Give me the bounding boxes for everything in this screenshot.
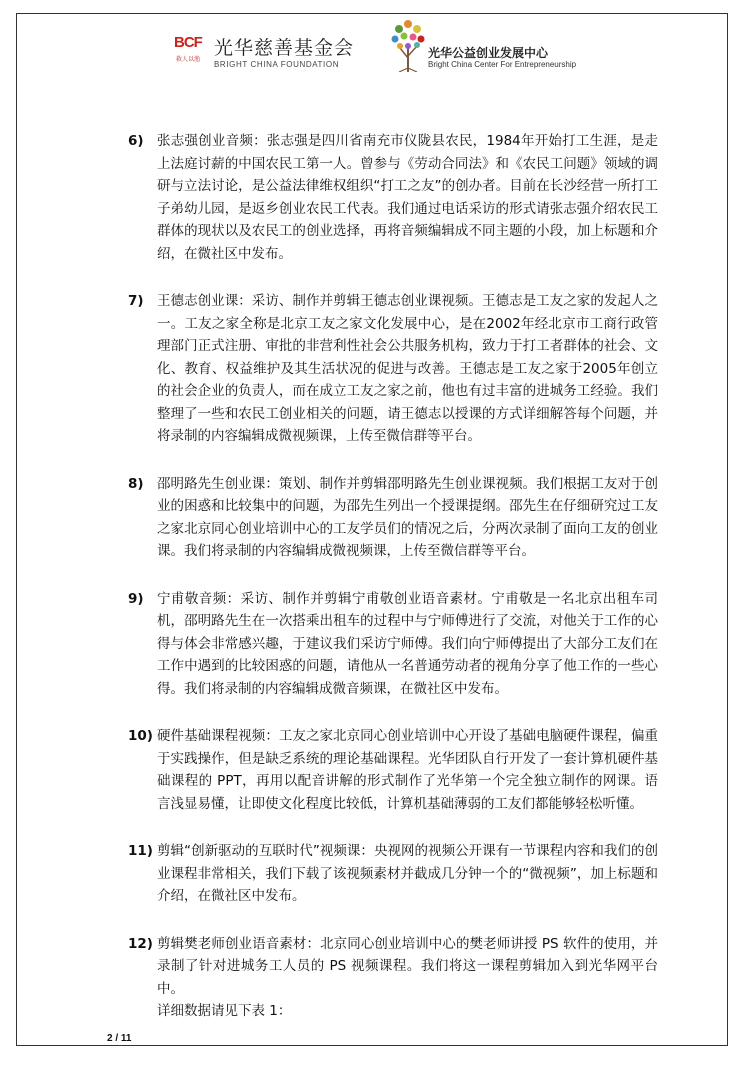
item-text: 邵明路先生创业课：策划、制作并剪辑邵明路先生创业课视频。我们根据工友对于创业的困惑和比较集中的问题，为邵先生列出一个授课提纲。邵先生在仔细研究过工友之家北京同心创业培训中心的工友学员们的情况之后，分两次录制了面向工友的创业课。我们将录制的内容编辑成微视频课，上传至微信群等平台。 [157,475,658,559]
item-number: 12) [128,935,153,952]
center-name-en: Bright China Center For Entrepreneurship [428,60,577,69]
list-item [128,290,658,448]
list-item [128,725,658,815]
item-text: 剪辑樊老师创业语音素材：北京同心创业培训中心的樊老师讲授 PS 软件的使用，并录制了针对进城务工人员的 PS 视频课程。我们将这一课程剪辑加入到光华网平台中。 [157,935,658,997]
item-number: 6) [128,133,144,149]
item-number: 11) [128,843,153,859]
list-item [128,588,658,701]
item-number: 8) [128,475,144,492]
list-item [128,473,658,563]
table-reference-note: 详细数据请见下表 1： [157,1003,292,1019]
page-number: 2 / 11 [107,1033,132,1044]
item-text: 王德志创业课：采访、制作并剪辑王德志创业课视频。王德志是工友之家的发起人之一。工友之家全称是北京工友之家文化发展中心，是在2002年经北京市工商行政管理部门正式注册、审批的非营利性社会公共服务机构，致力于打工者群体的社会、文化、教育、权益维护及其生活状况的促进与改善。王德志是工友之家于2005年创立的社会企业的负责人，而在成立工友之家之前，他也有过丰富的进城务工经验。我们整理了一些和农民工创业相关的问题，请王德志以授课的方式详细解答每个问题，并将录制的内容编辑成微视频课，上传至微信群等平台。 [157,293,658,444]
bright-china-foundation-logo [172,30,357,76]
item-number: 7) [128,293,144,309]
list-item [128,840,658,908]
item-text: 硬件基础课程视频：工友之家北京同心创业培训中心开设了基础电脑硬件课程，偏重于实践操作，但是缺乏系统的理论基础课程。光华团队自行开发了一套计算机硬件基础课程的 PPT，再用以配音讲解的形式制作了光华第一个完全独立制作的网课。语言浅显易懂，让即使文化程度比较低，计算机基础薄弱的工友们都能够轻松听懂。 [157,728,658,812]
foundation-name-en: BRIGHT CHINA FOUNDATION [214,60,340,69]
item-text: 剪辑“创新驱动的互联时代”视频课：央视网的视频公开课有一节课程内容和我们的创业课程非常相关，我们下载了该视频素材并截成几分钟一个的“微视频”，加上标题和介绍，在微社区中发布。 [157,843,658,904]
item-number: 10) [128,728,153,744]
item-number: 9) [128,590,144,607]
item-text: 张志强创业音频：张志强是四川省南充市仪陇县农民，1984年开始打工生涯，是走上法庭讨薪的中国农民工第一人。曾参与《劳动合同法》和《农民工问题》领域的调研与立法讨论，是公益法律维权组织“打工之友”的创办者。目前在长沙经营一所打工子弟幼儿园，是返乡创业农民工代表。我们通过电话采访的形式请张志强介绍农民工群体的现状以及农民工的创业选择，再将音频编辑成不同主题的小段，加上标题和介绍，在微社区中发布。 [157,133,658,262]
bcf-logo-mark: BCF [174,34,202,51]
tree-icon [390,18,426,72]
bcf-logo-icon [172,30,212,70]
bcf-logo-mark-sub: 救人以渔 [176,56,201,63]
item-text: 宁甫敬音频：采访、制作并剪辑宁甫敬创业语音素材。宁甫敬是一名北京出租车司机，邵明路先生在一次搭乘出租车的过程中与宁师傅进行了交流，对他关于工作的心得与体会非常感兴趣，于建议我们采访宁师傅。我们向宁师傅提出了大部分工友们在工作中遇到的比较困惑的问题，请他从一名普通劳动者的视角分享了他工作的一些心得。我们将录制的内容编辑成微音频课，在微社区中发布。 [157,590,658,697]
entrepreneurship-center-logo [390,18,600,74]
list-item [128,933,658,1023]
document-body [128,130,658,1048]
center-name-cn: 光华公益创业发展中心 [428,46,549,60]
list-item [128,130,658,265]
foundation-name-cn: 光华慈善基金会 [214,37,355,59]
